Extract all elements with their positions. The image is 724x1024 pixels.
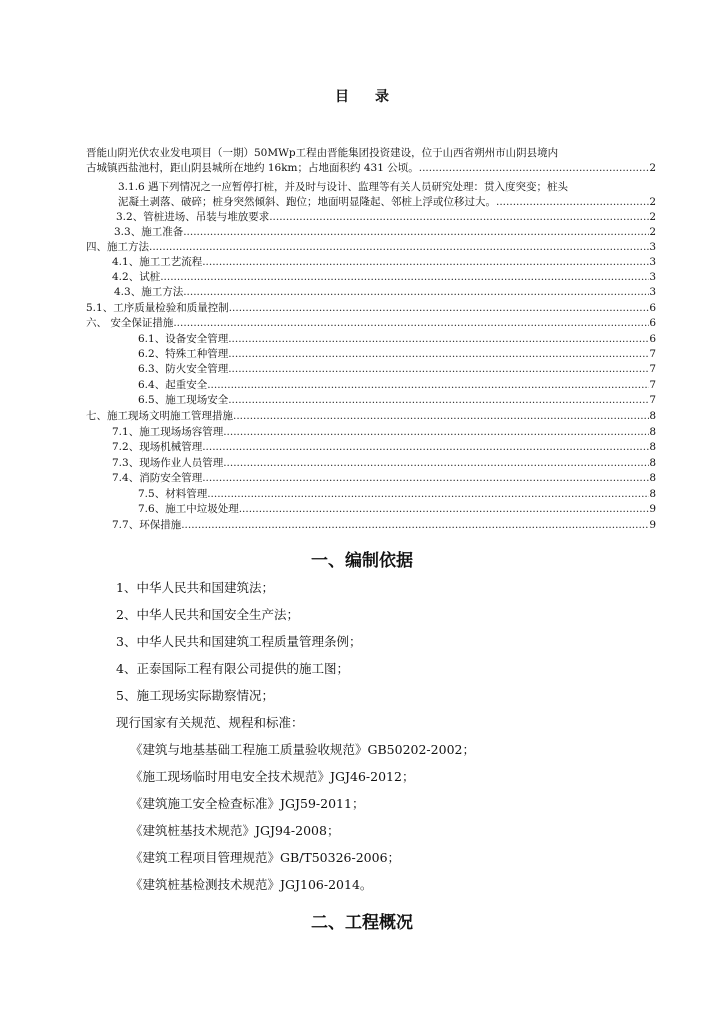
toc-entry[interactable] bbox=[86, 409, 656, 424]
toc-entry[interactable] bbox=[138, 332, 656, 347]
toc-entry-text: 7.5、材料管理 bbox=[138, 488, 208, 500]
toc-entry[interactable] bbox=[138, 393, 656, 408]
toc-page-number: 3 bbox=[649, 286, 656, 298]
toc-leader-dots bbox=[228, 362, 649, 377]
toc-leader-dots bbox=[419, 161, 650, 176]
toc-title-right: 录 bbox=[375, 89, 389, 105]
toc-leader-dots bbox=[207, 378, 649, 393]
toc-entry[interactable] bbox=[138, 502, 656, 517]
toc-entry[interactable] bbox=[138, 362, 656, 377]
toc-entry[interactable] bbox=[112, 440, 656, 455]
toc-leader-dots bbox=[183, 285, 649, 300]
toc-leader-dots bbox=[269, 210, 649, 225]
toc-page-number: 7 bbox=[649, 363, 656, 375]
basis-item: 现行国家有关规范、规程和标准： bbox=[116, 715, 304, 730]
toc-entry[interactable] bbox=[112, 255, 656, 270]
toc-leader-dots bbox=[223, 425, 649, 440]
toc-page-number: 9 bbox=[649, 503, 656, 515]
toc-entry-text: 7.4、消防安全管理 bbox=[112, 472, 203, 484]
toc-entry[interactable] bbox=[112, 518, 656, 533]
toc-page-number: 6 bbox=[649, 317, 656, 329]
toc-leader-dots bbox=[202, 440, 649, 455]
toc-entry-text-line2: 泥凝土剥落、破碎；桩身突然倾斜、跑位；地面明显隆起、邻桩上浮或位移过大。 bbox=[118, 196, 496, 208]
toc-page-number: 7 bbox=[649, 348, 656, 360]
toc-page-number: 7 bbox=[649, 394, 656, 406]
toc-entry-text: 6.2、特殊工种管理 bbox=[138, 348, 229, 360]
standard-item: 《建筑桩基检测技术规范》JGJ106-2014。 bbox=[130, 877, 373, 892]
basis-item: 3、中华人民共和国建筑工程质量管理条例； bbox=[116, 634, 362, 649]
toc-entry[interactable] bbox=[86, 316, 656, 331]
section-heading-overview: 二、工程概况 bbox=[311, 913, 413, 933]
toc-page-number: 2 bbox=[649, 211, 656, 223]
toc-leader-dots bbox=[207, 487, 649, 502]
basis-item: 1、中华人民共和国建筑法； bbox=[116, 580, 274, 595]
toc-page-number: 8 bbox=[649, 441, 656, 453]
toc-leader-dots bbox=[202, 471, 649, 486]
toc-page-number: 9 bbox=[649, 519, 656, 531]
toc-entry-text: 7.3、现场作业人员管理 bbox=[112, 457, 224, 469]
toc-entry-text: 6.1、设备安全管理 bbox=[138, 333, 229, 345]
toc-page-number: 8 bbox=[649, 457, 656, 469]
toc-entry[interactable] bbox=[112, 270, 656, 285]
toc-entry-text-line1: 3.1.6 遇下列情况之一应暂停打桩，并及时与设计、监理等有关人员研究处理：贯入度突变；桩头 bbox=[118, 181, 569, 193]
toc-leader-dots bbox=[229, 301, 650, 316]
toc-page-number: 7 bbox=[649, 379, 656, 391]
toc-entry-text: 7.1、施工现场场容管理 bbox=[112, 426, 224, 438]
toc-entry[interactable] bbox=[114, 225, 656, 240]
toc-entry[interactable] bbox=[116, 210, 656, 225]
toc-page-number: 3 bbox=[649, 241, 656, 253]
standard-item: 《建筑与地基基础工程施工质量验收规范》GB50202-2002； bbox=[130, 742, 475, 757]
toc-entry-text: 5.1、工序质量检验和质量控制 bbox=[86, 302, 229, 314]
toc-leader-dots bbox=[223, 456, 649, 471]
toc-leader-dots bbox=[160, 270, 649, 285]
toc-leader-dots bbox=[173, 316, 649, 331]
toc-page-number: 6 bbox=[649, 302, 656, 314]
toc-entry-text: 3.2、管桩进场、吊装与堆放要求 bbox=[116, 211, 270, 223]
toc-entry-text: 4.2、试桩 bbox=[112, 271, 161, 283]
toc-leader-dots bbox=[496, 195, 649, 210]
toc-title-left: 目 bbox=[335, 89, 349, 105]
toc-entry-text: 六、 安全保证措施 bbox=[86, 317, 174, 329]
toc-leader-dots bbox=[228, 332, 649, 347]
toc-entry[interactable] bbox=[86, 240, 656, 255]
toc-entry-text: 4.3、施工方法 bbox=[114, 286, 184, 298]
toc-page-number: 6 bbox=[649, 333, 656, 345]
toc-leader-dots bbox=[233, 409, 649, 424]
toc-page-number: 8 bbox=[649, 488, 656, 500]
toc-leader-dots bbox=[202, 255, 649, 270]
toc-leader-dots bbox=[181, 518, 649, 533]
toc-entry[interactable] bbox=[138, 378, 656, 393]
toc-leader-dots bbox=[183, 225, 649, 240]
toc-page-number: 3 bbox=[649, 256, 656, 268]
standard-item: 《建筑桩基技术规范》JGJ94-2008； bbox=[130, 823, 340, 838]
toc-leader-dots bbox=[228, 347, 649, 362]
toc-entry[interactable] bbox=[112, 456, 656, 471]
toc-page-number: 2 bbox=[649, 162, 656, 174]
standard-item: 《建筑工程项目管理规范》GB/T50326-2006； bbox=[130, 850, 401, 865]
basis-item: 5、施工现场实际勘察情况； bbox=[116, 688, 274, 703]
toc-entry-text: 七、施工现场文明施工管理措施 bbox=[86, 410, 233, 422]
toc-entry[interactable] bbox=[138, 487, 656, 502]
toc-leader-dots bbox=[149, 240, 649, 255]
basis-item: 2、中华人民共和国安全生产法； bbox=[116, 607, 299, 622]
standard-item: 《建筑施工安全检查标准》JGJ59-2011； bbox=[130, 796, 365, 811]
toc-entry-text: 6.3、防火安全管理 bbox=[138, 363, 229, 375]
toc-leader-dots bbox=[228, 393, 649, 408]
toc-entry[interactable] bbox=[112, 471, 656, 486]
toc-entry-text: 7.2、现场机械管理 bbox=[112, 441, 203, 453]
toc-entry[interactable] bbox=[114, 285, 656, 300]
toc-page-number: 2 bbox=[649, 196, 656, 208]
toc-entry[interactable] bbox=[138, 347, 656, 362]
toc-entry-text-line1: 晋能山阴光伏农业发电项目（一期）50MWp工程由晋能集团投资建设，位于山西省朔州市山阴县境内 bbox=[86, 147, 559, 159]
toc-entry-text-line2: 古城镇西盐池村，距山阴县城所在地约 16km；占地面积约 431 公顷。 bbox=[86, 162, 419, 174]
toc-entry-text: 四、施工方法 bbox=[86, 241, 149, 253]
toc-entry-text: 6.5、施工现场安全 bbox=[138, 394, 229, 406]
toc-page-number: 2 bbox=[649, 226, 656, 238]
standard-item: 《施工现场临时用电安全技术规范》JGJ46-2012； bbox=[130, 769, 415, 784]
toc-page-number: 8 bbox=[649, 426, 656, 438]
toc-page-number: 3 bbox=[649, 271, 656, 283]
toc-page-number: 8 bbox=[649, 472, 656, 484]
toc-entry[interactable] bbox=[86, 301, 656, 316]
toc-entry-text: 4.1、施工工艺流程 bbox=[112, 256, 203, 268]
toc-entry-text: 7.6、施工中垃圾处理 bbox=[138, 503, 239, 515]
toc-title bbox=[0, 86, 724, 106]
section-heading-basis: 一、编制依据 bbox=[311, 551, 413, 571]
toc-entry[interactable] bbox=[86, 146, 656, 176]
toc-entry-text: 7.7、环保措施 bbox=[112, 519, 182, 531]
toc-entry[interactable] bbox=[112, 425, 656, 440]
toc-leader-dots bbox=[239, 502, 650, 517]
basis-item: 4、正泰国际工程有限公司提供的施工图； bbox=[116, 661, 349, 676]
toc-entry-text: 6.4、起重安全 bbox=[138, 379, 208, 391]
toc-entry[interactable] bbox=[118, 180, 656, 210]
toc-entry-text: 3.3、施工准备 bbox=[114, 226, 184, 238]
toc-page-number: 8 bbox=[649, 410, 656, 422]
